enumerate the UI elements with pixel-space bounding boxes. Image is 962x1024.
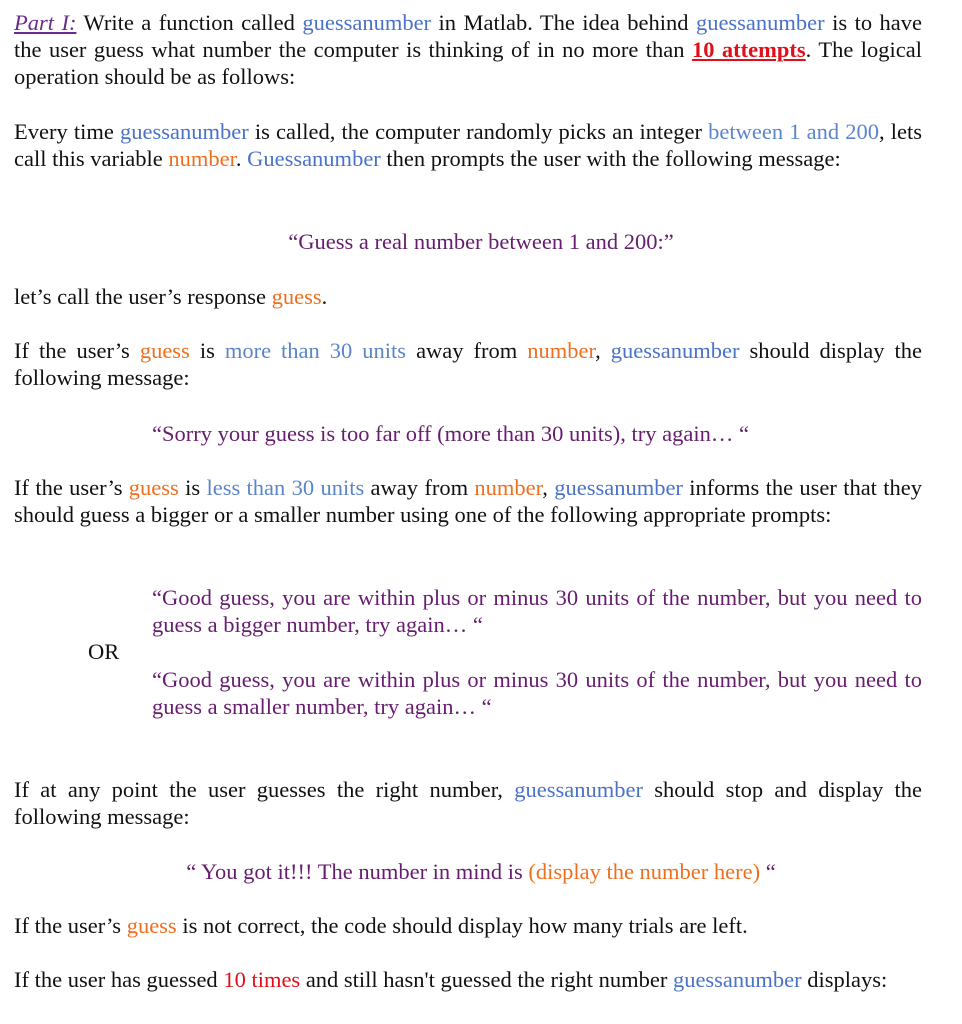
variable-name: number [168, 146, 236, 171]
message-you-got-it: “ You got it!!! The number in mind is (display the number here) “ [186, 859, 776, 884]
paragraph-random-pick: Every time guessanumber is called, the computer randomly picks an integer between 1 and 200, lets call this variable number. Guessanumber then prompts the user with the following message: [14, 119, 923, 171]
variable-name: guess [128, 475, 179, 500]
part-label: Part I: [14, 10, 77, 35]
paragraph-ten-times: If the user has guessed 10 times and still hasn't guessed the right number guessanumber displays: [14, 967, 888, 992]
function-name: guessanumber [610, 338, 740, 363]
message-smaller: “Good guess, you are within plus or minus 30 units of the number, but you need to guess a smaller number, try again… “ [152, 667, 922, 719]
function-name: guessanumber [695, 10, 825, 35]
paragraph-intro: Part I: Write a function called guessanumber in Matlab. The idea behind guessanumber is to have the user guess what number the computer is thinking of in no more than 10 attempts. The logical operation should be as follows: [14, 10, 923, 89]
function-name: guessanumber [554, 475, 683, 500]
attempts-highlight: 10 attempts [691, 37, 806, 62]
variable-name: number [474, 475, 543, 500]
paragraph-far-off: If the user’s guess is more than 30 units away from number, guessanumber should display the following message: [14, 338, 922, 390]
paragraph-right-number: If at any point the user guesses the right number, guessanumber should stop and display the following message: [14, 777, 922, 829]
function-name: Guessanumber [247, 146, 381, 171]
function-name: guessanumber [514, 777, 643, 802]
paragraph-response: let’s call the user’s response guess. [14, 284, 328, 309]
or-label: OR [88, 639, 120, 664]
function-name: guessanumber [119, 119, 249, 144]
variable-name: guess [126, 913, 177, 938]
range-highlight: between 1 and 200 [708, 119, 879, 144]
condition-highlight: less than 30 units [206, 475, 365, 500]
paragraph-close: If the user’s guess is less than 30 units away from number, guessanumber informs the user that they should guess a bigger or a smaller number using one of the following appropriate prompts: [14, 475, 923, 527]
variable-name: number [527, 338, 596, 363]
function-name: guessanumber [672, 967, 802, 992]
message-guess-prompt: “Guess a real number between 1 and 200:” [288, 229, 674, 254]
paragraph-trials-left: If the user’s guess is not correct, the code should display how many trials are left. [14, 913, 748, 938]
condition-highlight: more than 30 units [224, 338, 407, 363]
function-name: guessanumber [302, 10, 432, 35]
variable-name: guess [271, 284, 322, 309]
message-too-far: “Sorry your guess is too far off (more than 30 units), try again… “ [152, 421, 749, 446]
number-placeholder: (display the number here) [528, 859, 761, 884]
times-highlight: 10 times [223, 967, 301, 992]
message-bigger: “Good guess, you are within plus or minus 30 units of the number, but you need to guess a bigger number, try again… “ [152, 585, 922, 637]
variable-name: guess [139, 338, 190, 363]
